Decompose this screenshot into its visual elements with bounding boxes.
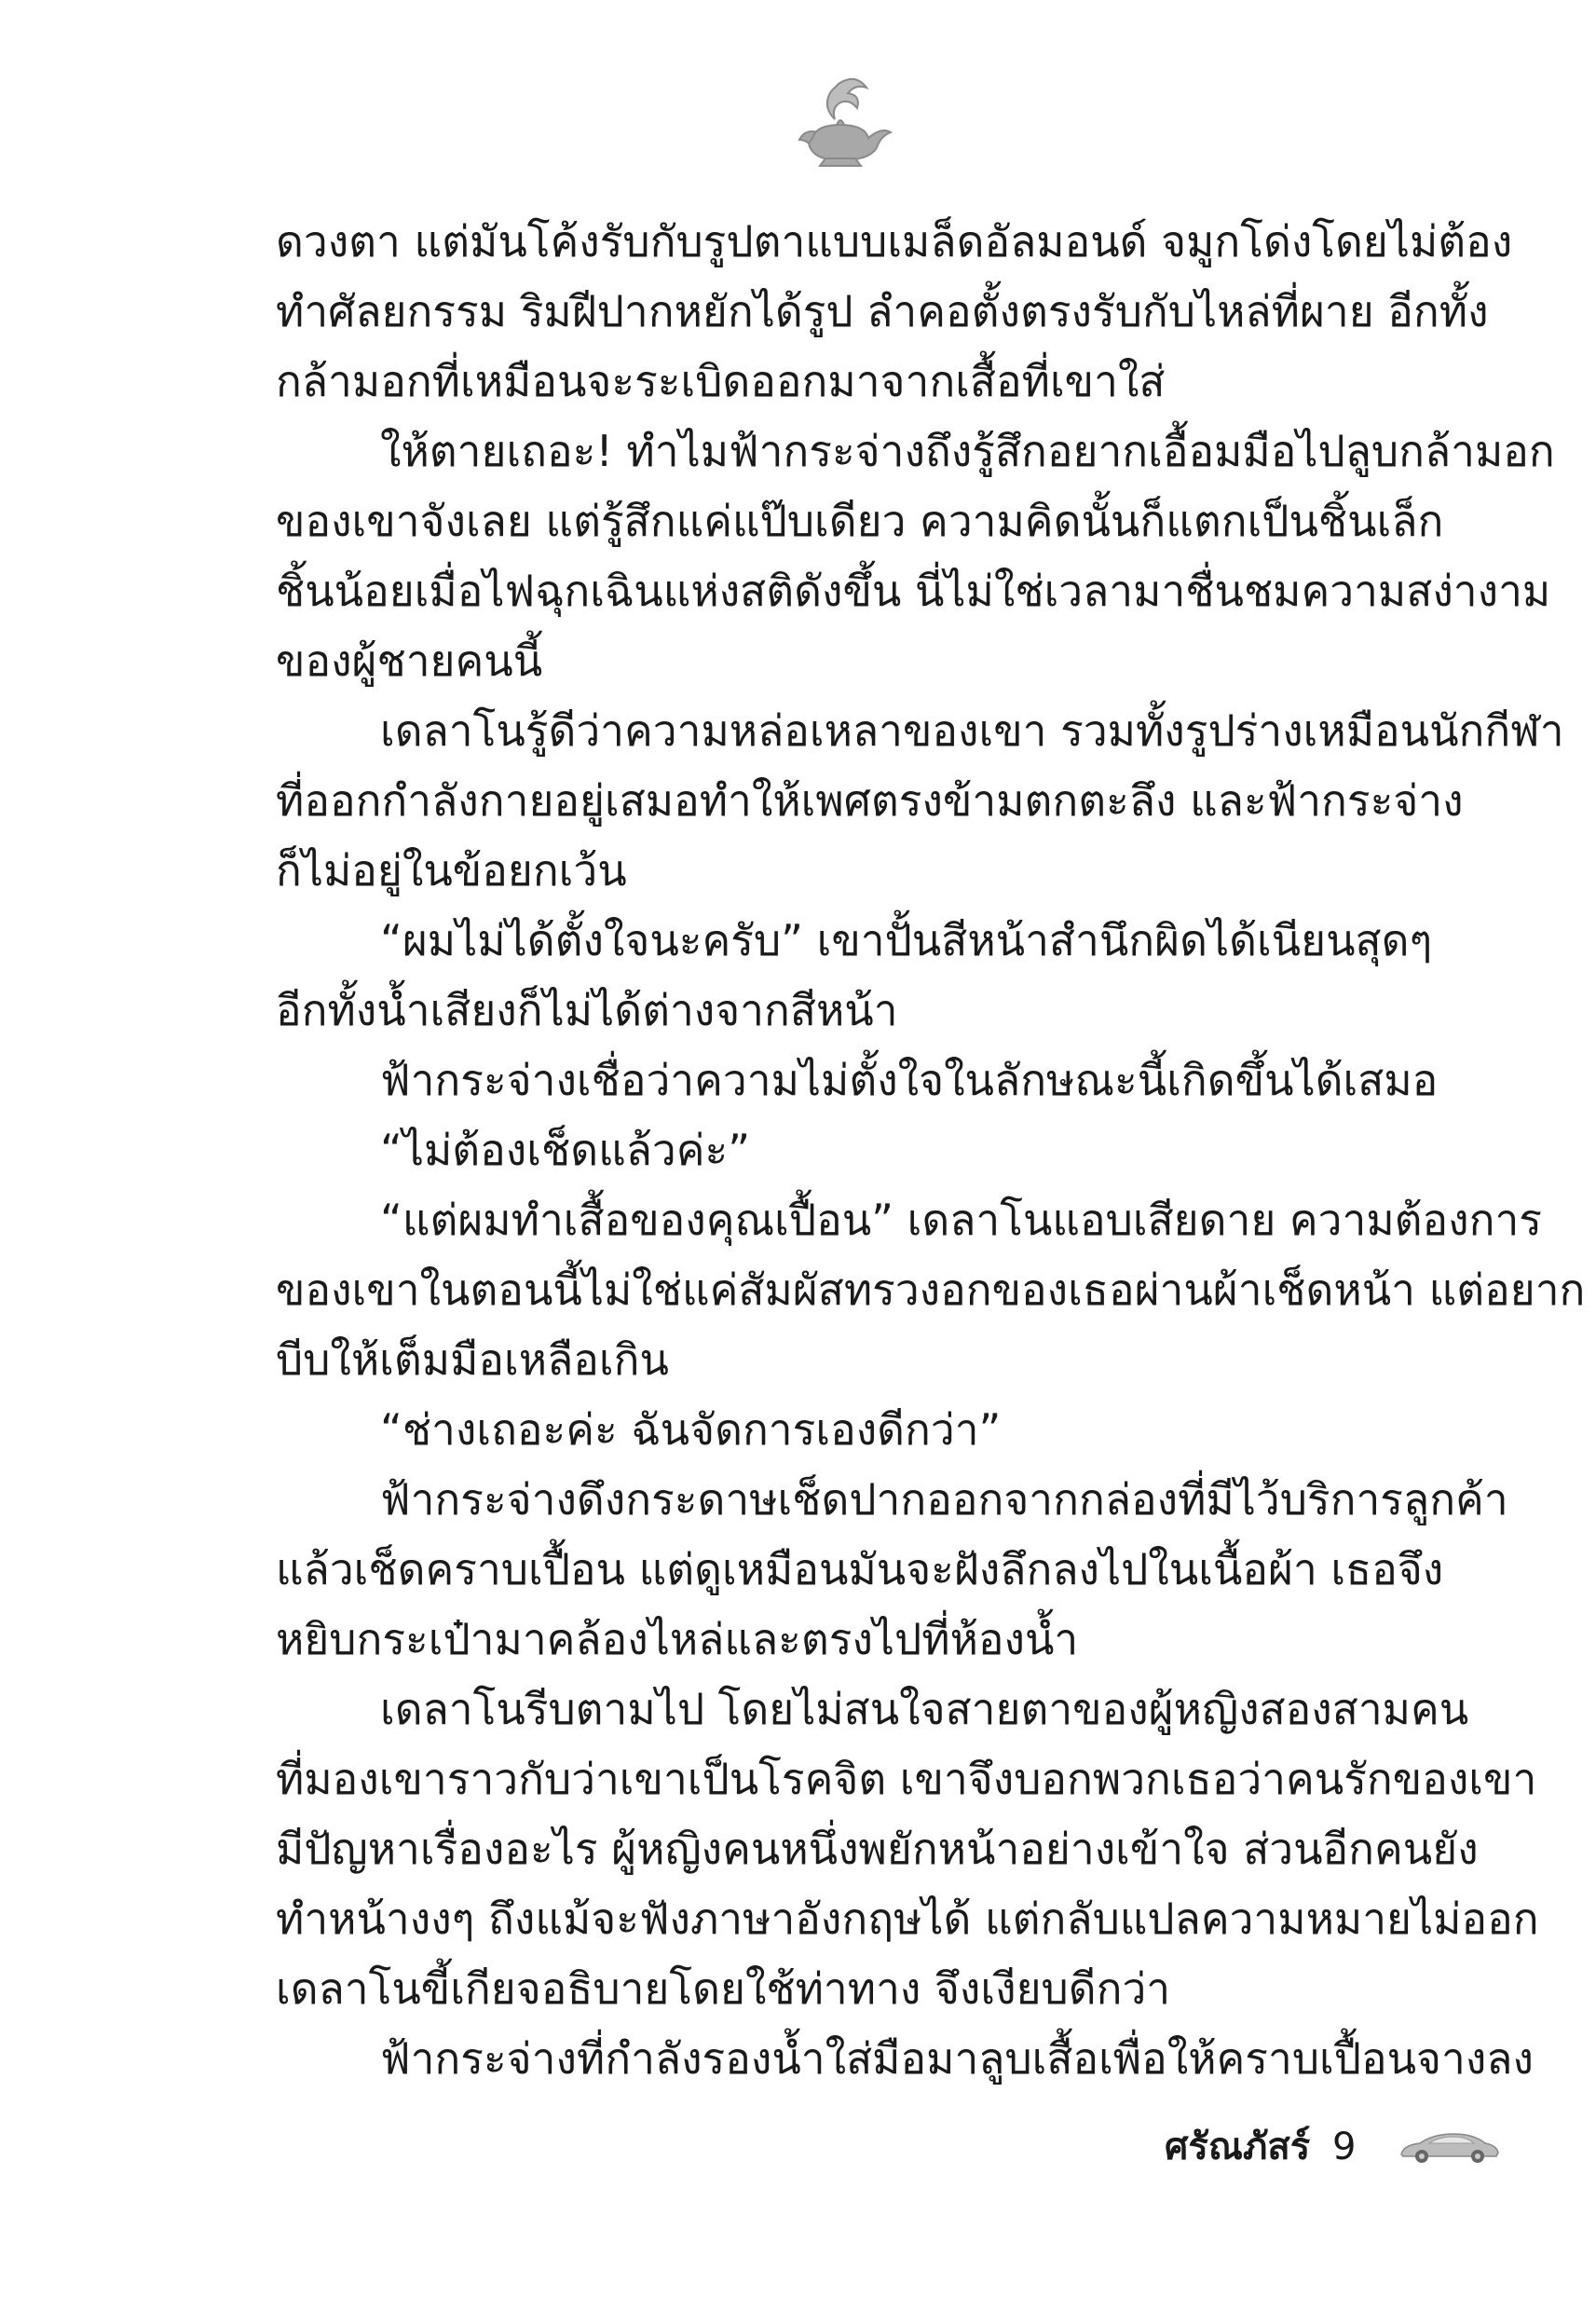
text-line: เดลาโนขี้เกียจอธิบายโดยใช้ท่าทาง จึงเงียบดีกว่า — [276, 1963, 1171, 2014]
text-line: บีบให้เต็มมือเหลือเกิน — [276, 1334, 669, 1385]
text-line: ฟ้ากระจ่างเชื่อว่าความไม่ตั้งใจในลักษณะนี้เกิดขึ้นได้เสมอ — [380, 1055, 1439, 1105]
text-line: ของเขาจังเลย แต่รู้สึกแค่แป๊บเดียว ความคิดนั้นก็แตกเป็นชิ้นเล็ก — [276, 496, 1444, 546]
text-line: กล้ามอกที่เหมือนจะระเบิดออกมาจากเสื้อที่เขาใส่ — [276, 356, 1166, 406]
text-line: ฟ้ากระจ่างดึงกระดาษเช็ดปากออกจากกล่องที่มีไว้บริการลูกค้า — [380, 1474, 1508, 1525]
text-line: ชิ้นน้อยเมื่อไฟฉุกเฉินแห่งสติดังขึ้น นี่ไม่ใช่เวลามาชื่นชมความสง่างาม — [276, 566, 1551, 616]
text-line: แล้วเช็ดคราบเปื้อน แต่ดูเหมือนมันจะฝังลึกลงไปในเนื้อผ้า เธอจึง — [276, 1544, 1444, 1594]
text-line: ที่มองเขาราวกับว่าเขาเป็นโรคจิต เขาจึงบอกพวกเธอว่าคนรักของเขา — [276, 1754, 1537, 1804]
text-line: อีกทั้งน้ำเสียงก็ไม่ได้ต่างจากสีหน้า — [276, 985, 898, 1035]
text-line: ฟ้ากระจ่างที่กำลังรองน้ำใส่มือมาลูบเสื้อเพื่อให้คราบเปื้อนจางลง — [380, 2033, 1534, 2084]
text-line: ทำศัลยกรรม ริมฝีปากหยักได้รูป ลำคอตั้งตรงรับกับไหล่ที่ผาย อีกทั้ง — [276, 286, 1489, 336]
page-footer — [1099, 2108, 1509, 2192]
body-text — [276, 207, 1586, 2094]
text-line: ของเขาในตอนนี้ไม่ใช่แค่สัมผัสทรวงอกของเธอผ่านผ้าเช็ดหน้า แต่อยาก — [276, 1265, 1586, 1315]
page-number: 9 — [1332, 2126, 1357, 2168]
text-line: ก็ไม่อยู่ในข้อยกเว้น — [276, 845, 627, 896]
text-line: เดลาโนรู้ดีว่าความหล่อเหลาของเขา รวมทั้งรูปร่างเหมือนนักกีฬา — [380, 705, 1564, 756]
text-line: ดวงตา แต่มันโค้งรับกับรูปตาแบบเมล็ดอัลมอนด์ จมูกโด่งโดยไม่ต้อง — [276, 216, 1513, 267]
text-line: มีปัญหาเรื่องอะไร ผู้หญิงคนหนึ่งพยักหน้าอย่างเข้าใจ ส่วนอีกคนยัง — [276, 1824, 1479, 1874]
text-line: “แต่ผมทำเสื้อของคุณเปื้อน” เดลาโนแอบเสียดาย ความต้องการ — [380, 1195, 1543, 1245]
author-name: ศรัณภัสร์ — [1165, 2126, 1311, 2168]
sports-car-icon — [1398, 2125, 1500, 2166]
text-line: เดลาโนรีบตามไป โดยไม่สนใจสายตาของผู้หญิงสองสามคน — [380, 1684, 1469, 1734]
text-line: ทำหน้างงๆ ถึงแม้จะฟังภาษาอังกฤษได้ แต่กลับแปลความหมายไม่ออก — [276, 1894, 1539, 1944]
text-line: ให้ตายเถอะ! ทำไมฟ้ากระจ่างถึงรู้สึกอยากเอื้อมมือไปลูบกล้ามอก — [380, 426, 1555, 476]
text-line: ของผู้ชายคนนี้ — [276, 636, 543, 686]
text-line: ที่ออกกำลังกายอยู่เสมอทำให้เพศตรงข้ามตกตะลึง และฟ้ากระจ่าง — [276, 775, 1464, 826]
text-line: “ช่างเถอะค่ะ ฉันจัดการเองดีกว่า” — [380, 1404, 1002, 1455]
text-line: หยิบกระเป๋ามาคล้องไหล่และตรงไปที่ห้องน้ำ — [276, 1614, 1079, 1664]
text-line: “ผมไม่ได้ตั้งใจนะครับ” เขาปั้นสีหน้าสำนึกผิดได้เนียนสุดๆ — [380, 915, 1433, 965]
text-line: “ไม่ต้องเช็ดแล้วค่ะ” — [380, 1125, 751, 1175]
genie-lamp-icon — [781, 65, 902, 186]
